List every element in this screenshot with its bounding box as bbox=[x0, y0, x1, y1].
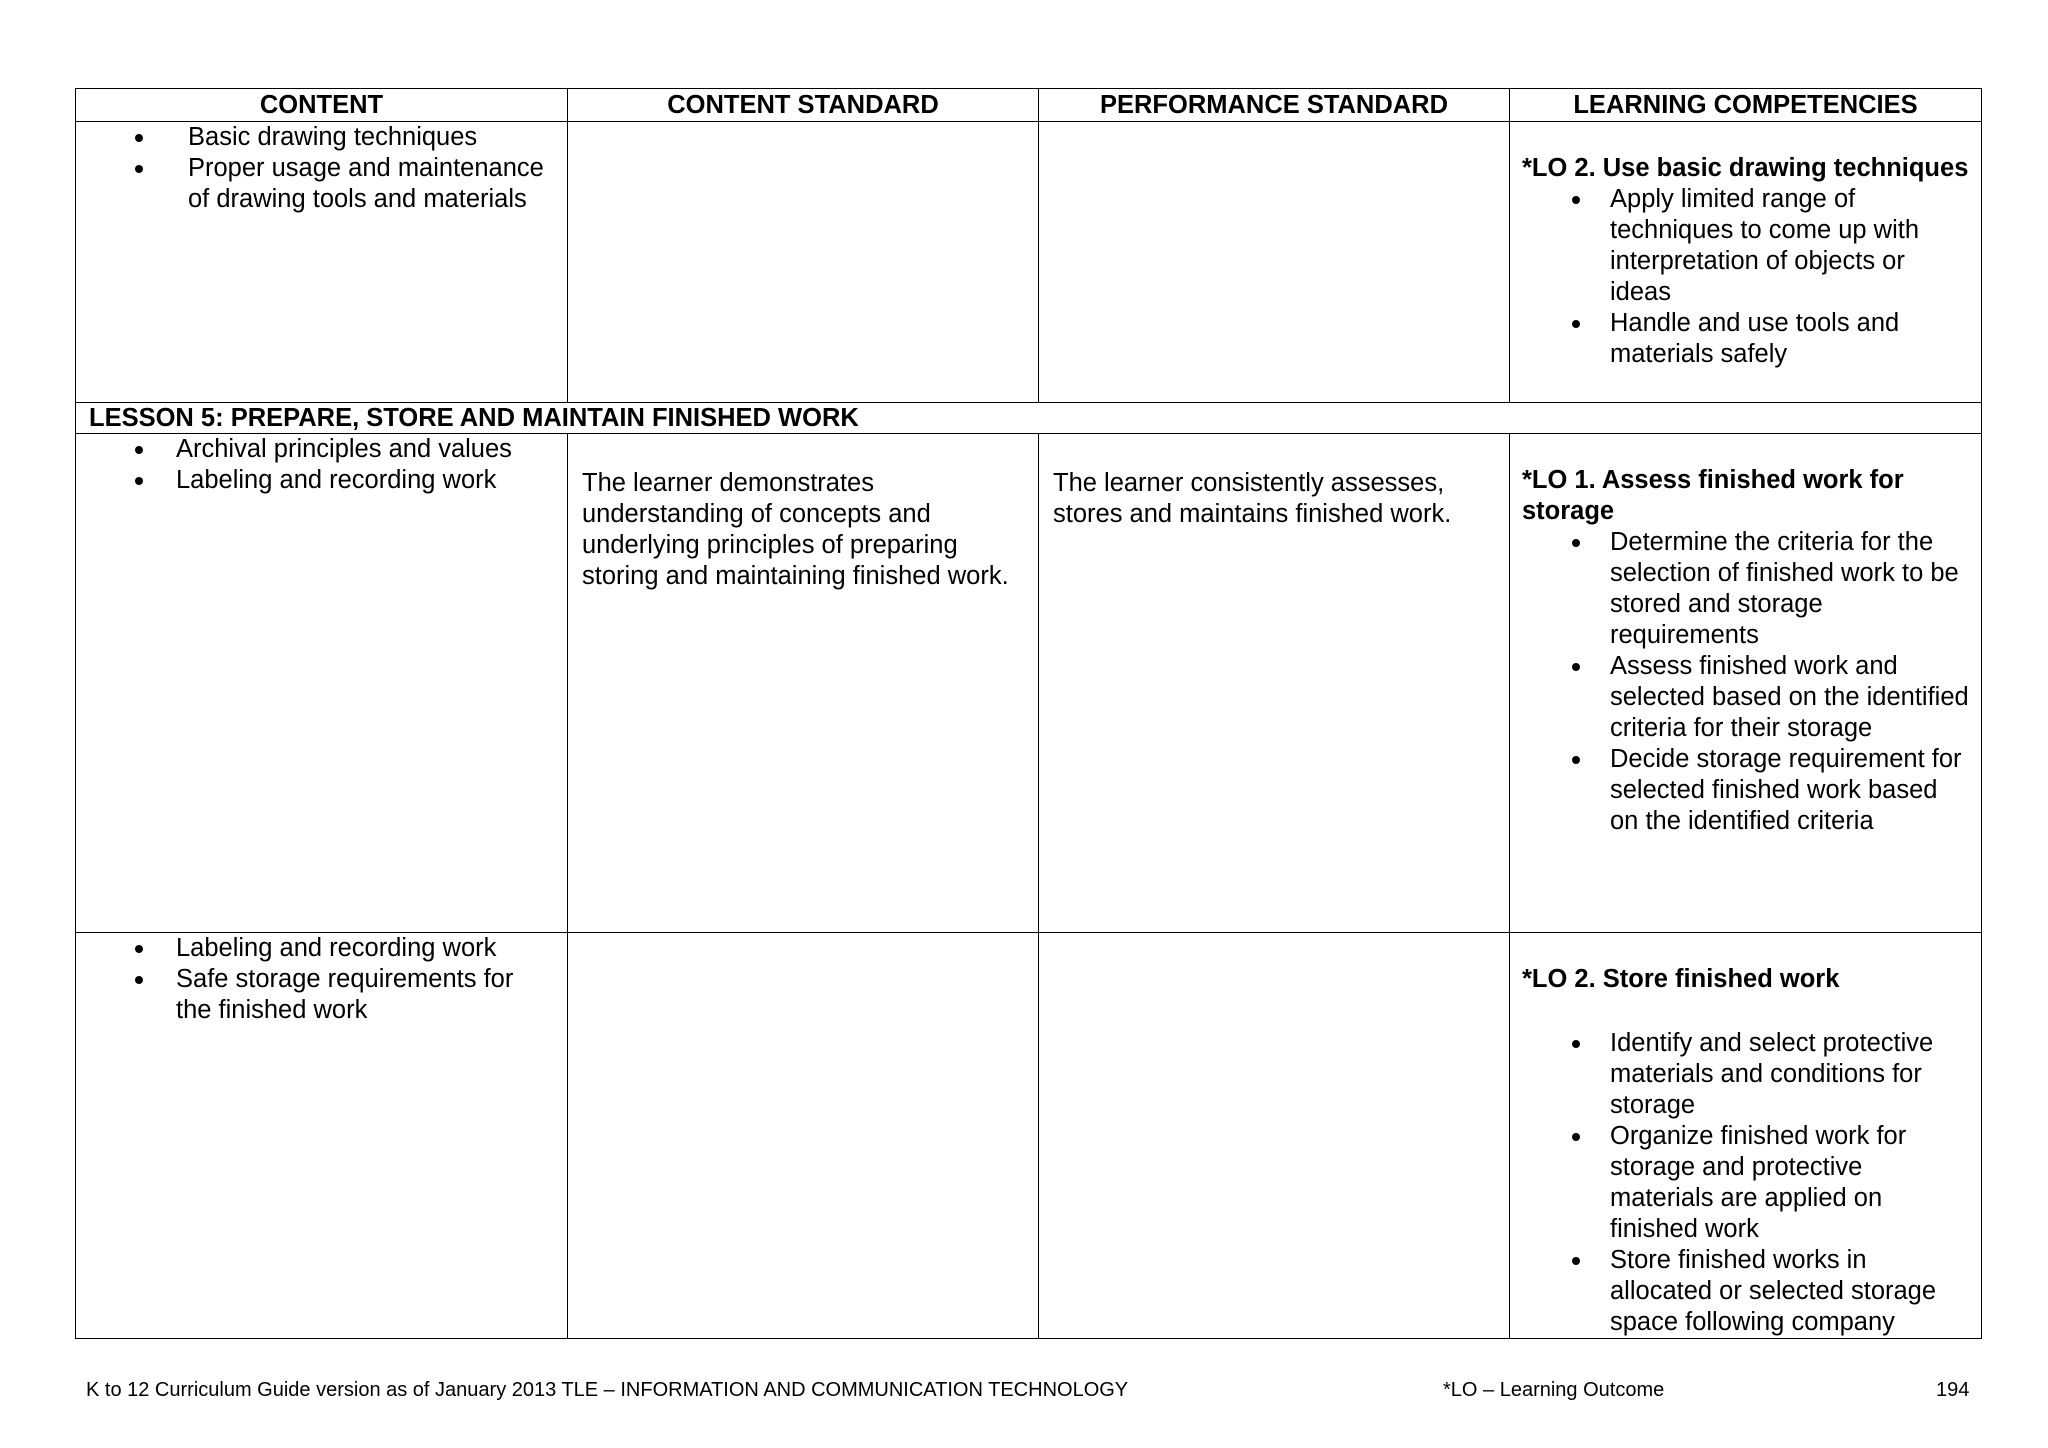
learning-outcome-title: *LO 2. Store finished work bbox=[1522, 965, 1840, 993]
footer-page-number: 194 bbox=[1936, 1379, 1970, 1401]
bullet-icon bbox=[135, 945, 143, 953]
list-item: Proper usage and maintenance of drawing tools and materials bbox=[76, 153, 567, 215]
header-content: CONTENT bbox=[76, 89, 568, 122]
table-row bbox=[76, 933, 1982, 1339]
bullet-icon bbox=[1572, 1040, 1580, 1048]
content-standard-cell bbox=[568, 933, 1039, 1339]
lesson-title: LESSON 5: PREPARE, STORE AND MAINTAIN FINISHED WORK bbox=[89, 404, 859, 432]
competency-list bbox=[1522, 184, 1969, 370]
list-item: Apply limited range of techniques to come up with interpretation of objects or ideas bbox=[1522, 184, 1969, 308]
list-item: Store finished works in allocated or selected storage space following company bbox=[1522, 1245, 1969, 1338]
content-standard-cell bbox=[568, 122, 1039, 403]
bullet-icon bbox=[1572, 1257, 1580, 1265]
learning-competencies-cell bbox=[1510, 434, 1982, 933]
content-cell bbox=[76, 434, 568, 933]
bullet-icon bbox=[135, 477, 143, 485]
footer-document-title: K to 12 Curriculum Guide version as of January 2013 TLE – INFORMATION AND COMMUNICATION TECHNOLOGY bbox=[86, 1379, 1129, 1401]
bullet-icon bbox=[1572, 663, 1580, 671]
performance-standard-cell bbox=[1039, 122, 1510, 403]
content-list bbox=[76, 434, 567, 496]
bullet-icon bbox=[135, 976, 143, 984]
list-item: Identify and select protective materials and conditions for storage bbox=[1522, 1028, 1969, 1121]
table-header-row bbox=[76, 89, 1982, 122]
list-item: Labeling and recording work bbox=[76, 933, 567, 964]
header-content-standard: CONTENT STANDARD bbox=[568, 89, 1039, 122]
table-row bbox=[76, 434, 1982, 933]
bullet-icon bbox=[1572, 756, 1580, 764]
list-item: Handle and use tools and materials safely bbox=[1522, 308, 1969, 370]
content-list bbox=[76, 122, 567, 215]
bullet-icon bbox=[135, 134, 143, 142]
list-item: Organize finished work for storage and protective materials are applied on finished work bbox=[1522, 1121, 1969, 1245]
content-list bbox=[76, 933, 567, 1026]
header-learning-competencies: LEARNING COMPETENCIES bbox=[1510, 89, 1982, 122]
header-performance-standard: PERFORMANCE STANDARD bbox=[1039, 89, 1510, 122]
learning-competencies-cell bbox=[1510, 122, 1982, 403]
list-item: Archival principles and values bbox=[76, 434, 567, 465]
table-row bbox=[76, 122, 1982, 403]
learning-outcome-title: *LO 1. Assess finished work for storage bbox=[1522, 466, 1904, 525]
performance-standard-cell bbox=[1039, 933, 1510, 1339]
bullet-icon bbox=[1572, 539, 1580, 547]
bullet-icon bbox=[1572, 320, 1580, 328]
content-cell bbox=[76, 122, 568, 403]
lesson-row bbox=[76, 403, 1982, 434]
list-item: Assess finished work and selected based on the identified criteria for their storage bbox=[1522, 651, 1969, 744]
bullet-icon bbox=[1572, 196, 1580, 204]
footer-legend: *LO – Learning Outcome bbox=[1443, 1379, 1665, 1401]
list-item: Determine the criteria for the selection of finished work to be stored and storage requirements bbox=[1522, 527, 1969, 651]
list-item: Decide storage requirement for selected finished work based on the identified criteria bbox=[1522, 744, 1969, 837]
content-cell bbox=[76, 933, 568, 1339]
curriculum-table bbox=[75, 88, 1982, 1339]
learning-outcome-title: *LO 2. Use basic drawing techniques bbox=[1522, 154, 1969, 182]
lesson-title-cell bbox=[76, 403, 1982, 434]
learning-competencies-cell bbox=[1510, 933, 1982, 1339]
list-item: Safe storage requirements for the finished work bbox=[76, 964, 567, 1026]
list-item: Labeling and recording work bbox=[76, 465, 567, 496]
bullet-icon bbox=[135, 165, 143, 173]
competency-list bbox=[1522, 1028, 1969, 1338]
competency-list bbox=[1522, 527, 1969, 837]
content-standard-cell: The learner demonstrates understanding of concepts and underlying principles of preparing storing and maintaining finished work. bbox=[568, 434, 1039, 933]
bullet-icon bbox=[135, 446, 143, 454]
performance-standard-cell: The learner consistently assesses, stores and maintains finished work. bbox=[1039, 434, 1510, 933]
list-item: Basic drawing techniques bbox=[76, 122, 567, 153]
bullet-icon bbox=[1572, 1133, 1580, 1141]
